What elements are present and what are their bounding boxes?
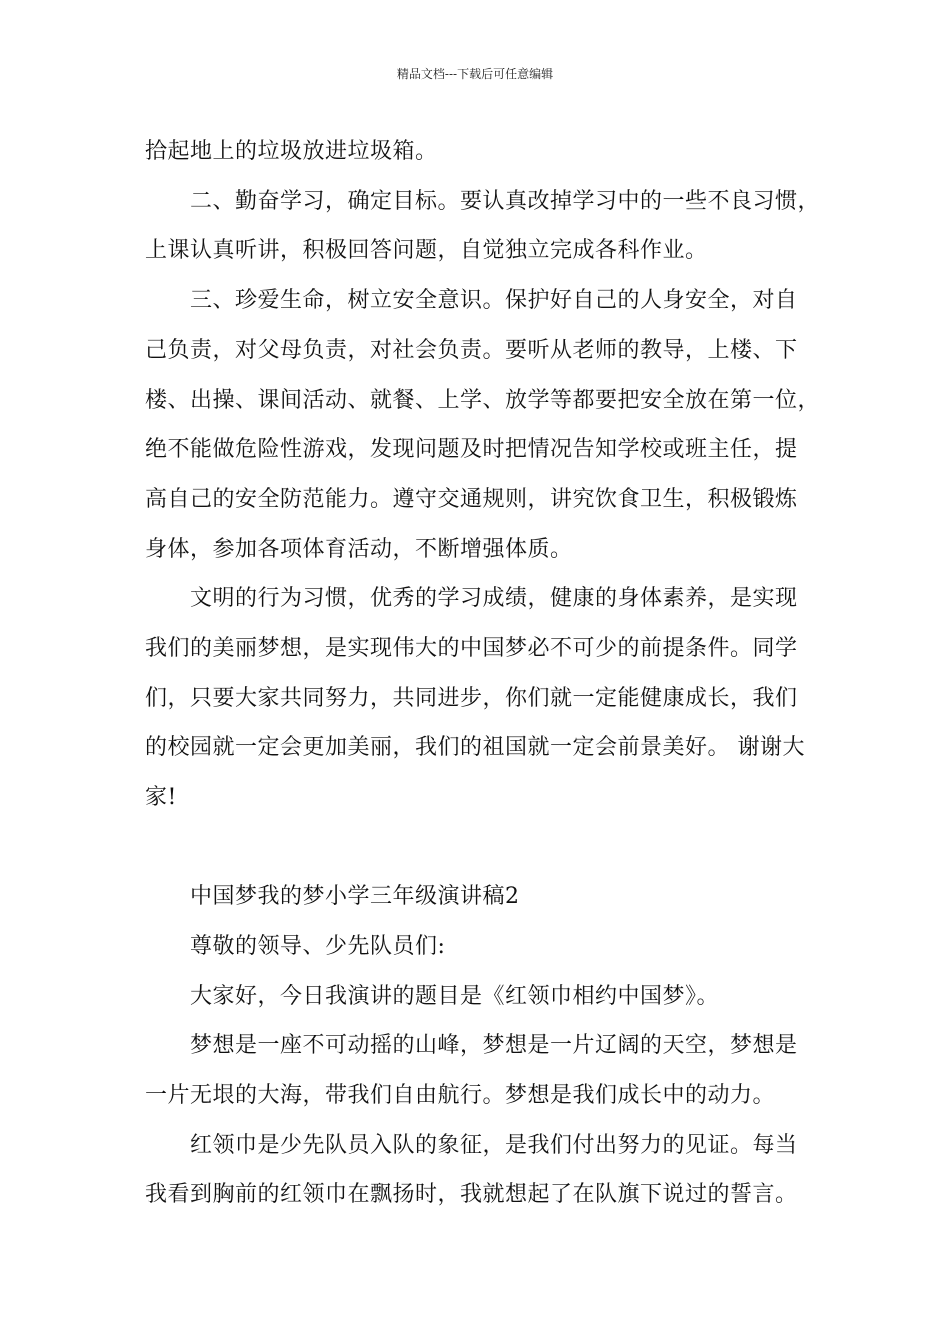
text-line: 拾起地上的垃圾放进垃圾箱。: [145, 139, 438, 164]
text-line: 楼、出操、课间活动、就餐、上学、放学等都要把安全放在第一位，: [145, 388, 821, 413]
text-line: 上课认真听讲，积极回答问题，自觉独立完成各科作业。: [145, 238, 708, 263]
text-line: 一片无垠的大海，带我们自由航行。梦想是我们成长中的动力。: [145, 1083, 776, 1108]
salutation: 尊敬的领导、少先队员们:: [190, 934, 446, 959]
section-title: 中国梦我的梦小学三年级演讲稿2: [190, 884, 520, 909]
text-line: 身体，参加各项体育活动，不断增强体质。: [145, 537, 573, 562]
text-line: 绝不能做危险性游戏，发现问题及时把情况告知学校或班主任，提: [145, 437, 798, 462]
text-line: 我们的美丽梦想，是实现伟大的中国梦必不可少的前提条件。同学: [145, 636, 798, 661]
text-line: 红领巾是少先队员入队的象征，是我们付出努力的见证。每当: [190, 1133, 798, 1158]
text-line: 大家好，今日我演讲的题目是《红领巾相约中国梦》。: [190, 984, 720, 1009]
text-line: 我看到胸前的红领巾在飘扬时，我就想起了在队旗下说过的誓言。: [145, 1182, 798, 1207]
text-line: 高自己的安全防范能力。遵守交通规则，讲究饮食卫生，积极锻炼: [145, 487, 798, 512]
text-line: 家!: [145, 785, 177, 810]
text-line: 三、珍爱生命，树立安全意识。保护好自己的人身安全，对自: [190, 288, 798, 313]
page-header: 精品文档---下载后可任意编辑: [396, 67, 554, 81]
text-line: 梦想是一座不可动摇的山峰，梦想是一片辽阔的天空，梦想是: [190, 1033, 798, 1058]
text-line: 二、勤奋学习，确定目标。要认真改掉学习中的一些不良习惯，: [190, 189, 821, 214]
text-line: 的校园就一定会更加美丽，我们的祖国就一定会前景美好。 谢谢大: [145, 735, 805, 760]
text-line: 们，只要大家共同努力，共同进步，你们就一定能健康成长，我们: [145, 686, 798, 711]
text-line: 文明的行为习惯，优秀的学习成绩，健康的身体素养，是实现: [190, 586, 798, 611]
text-line: 己负责，对父母负责，对社会负责。要听从老师的教导，上楼、下: [145, 338, 798, 363]
